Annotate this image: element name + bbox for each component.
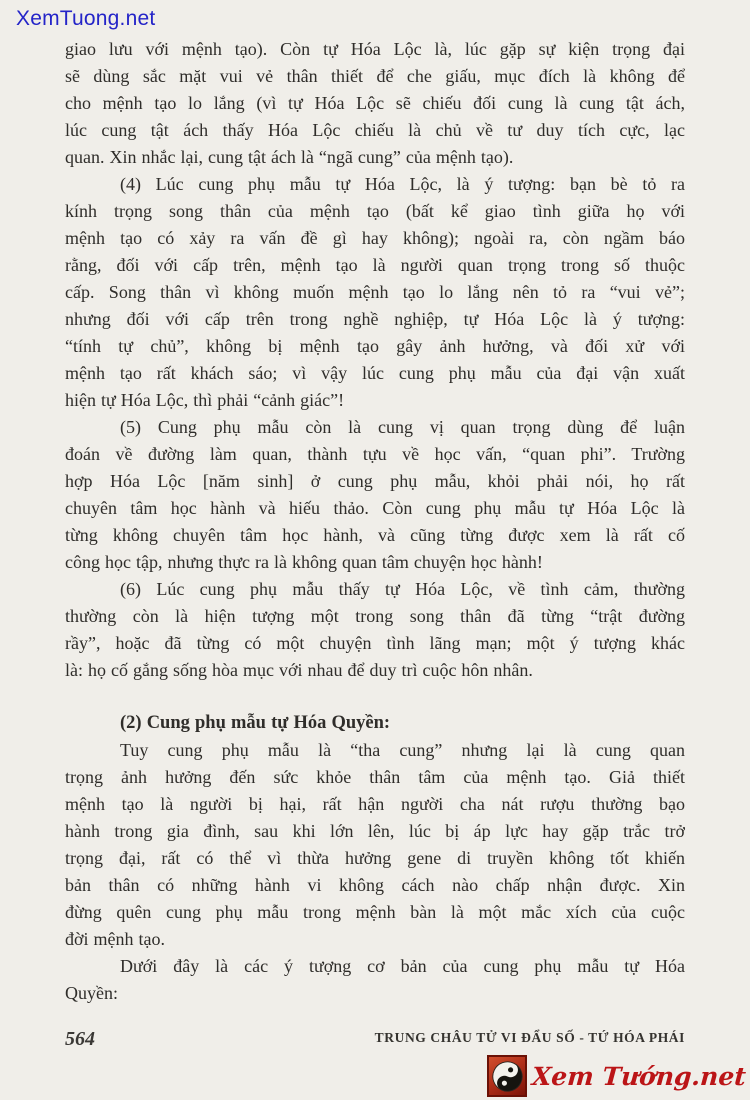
text-line: chuyên tâm học hành và hiếu thảo. Còn cung phụ mẫu tự Hóa Lộc là	[65, 498, 685, 518]
body-paragraph	[65, 171, 685, 414]
page-text	[65, 36, 685, 1007]
text-line: rầy”, hoặc đã từng có một chuyện tình lãng mạn; một ý tượng khác	[65, 633, 685, 653]
text-line: hiện tự Hóa Lộc, thì phải “cảnh giác”!	[65, 390, 345, 410]
text-line: hành trong gia đình, sau khi lớn lên, lúc bị áp lực hay gặp trắc trở	[65, 821, 685, 841]
text-line: cấp. Song thân vì không muốn mệnh tạo lo lắng nên tỏ ra “vui vẻ”;	[65, 282, 685, 302]
body-paragraph	[65, 576, 685, 684]
text-line: mệnh tạo rất khách sáo; vì vậy lúc cung phụ mẫu của đại vận xuất	[65, 363, 685, 383]
text-line: đừng quên cung phụ mẫu trong mệnh bàn là một mắc xích của cuộc	[65, 902, 685, 922]
text-line: (6) Lúc cung phụ mẫu thấy tự Hóa Lộc, về tình cảm, thường	[120, 579, 685, 599]
section-heading	[65, 710, 685, 737]
text-line: bản thân có những hành vi không cách nào chấp nhận được. Xin	[65, 875, 685, 895]
text-line: công học tập, nhưng thực ra là không quan tâm chuyện học hành!	[65, 552, 543, 572]
text-line: nhưng đối với cấp trên trong nghề nghiệp, tự Hóa Lộc là ý tượng:	[65, 309, 685, 329]
body-paragraph	[65, 953, 685, 1007]
text-line: “tính tự chủ”, không bị mệnh tạo gây ảnh hưởng, và đối xử với	[65, 336, 685, 356]
text-line: hợp Hóa Lộc [năm sinh] ở cung phụ mẫu, khỏi phải nói, họ rất	[65, 471, 685, 491]
body-paragraph	[65, 36, 685, 171]
text-line: Tuy cung phụ mẫu là “tha cung” nhưng lại là cung quan	[120, 740, 685, 760]
section-heading-line: (2) Cung phụ mẫu tự Hóa Quyền:	[120, 713, 391, 733]
text-line: mệnh tạo là người bị hại, rất hận người cha nát rượu thường bạo	[65, 794, 685, 814]
text-line: (5) Cung phụ mẫu còn là cung vị quan trọng dùng để luận	[120, 417, 685, 437]
text-line: sẽ dùng sắc mặt vui vẻ thân thiết để che giấu, mục đích là không để	[65, 66, 685, 86]
text-line: trọng đại, rất có thể vì thừa hưởng gene di truyền không tốt khiến	[65, 848, 685, 868]
xemtuong-logo	[487, 1055, 746, 1097]
text-line: kính trọng song thân của mệnh tạo (bất kể giao tình giữa họ với	[65, 201, 685, 221]
text-line: quan. Xin nhắc lại, cung tật ách là “ngã cung” của mệnh tạo).	[65, 147, 514, 167]
watermark-xemtuong: XemTuong.net	[16, 7, 156, 30]
text-line: từng không chuyên tâm học hành, và cũng từng được xem là rất cố	[65, 525, 685, 545]
text-line: rằng, đối với cấp trên, mệnh tạo là người quan trọng trong số thuộc	[65, 255, 685, 275]
text-line: trọng ảnh hưởng đến sức khỏe thân tâm của mệnh tạo. Giả thiết	[65, 767, 685, 787]
text-line: Quyền:	[65, 983, 118, 1003]
logo-script-text: Xem Tướng.net	[531, 1061, 748, 1091]
running-footer-title: TRUNG CHÂU TỬ VI ĐẨU SỐ - TỨ HÓA PHÁI	[374, 1030, 685, 1045]
text-line: là: họ cố gắng sống hòa mục với nhau để duy trì cuộc hôn nhân.	[65, 660, 533, 680]
page-footer	[65, 1028, 685, 1051]
text-line: cho mệnh tạo lo lắng (vì tự Hóa Lộc sẽ chiếu đối cung là cung tật ách,	[65, 93, 685, 113]
text-line: mệnh tạo có xảy ra vấn đề gì hay không); ngoài ra, còn ngầm báo	[65, 228, 685, 248]
text-line: đời mệnh tạo.	[65, 929, 165, 949]
text-line: Dưới đây là các ý tượng cơ bản của cung phụ mẫu tự Hóa	[120, 956, 685, 976]
text-line: thường còn là hiện tượng một trong song thân đã từng “trật đường	[65, 606, 685, 626]
text-line: đoán về đường làm quan, thành tựu về học vấn, “quan phi”. Trường	[65, 444, 685, 464]
body-paragraph	[65, 414, 685, 576]
text-line: lúc cung tật ách thấy Hóa Lộc chiếu là chủ về tư duy tích cực, lạc	[65, 120, 685, 140]
text-line: giao lưu với mệnh tạo). Còn tự Hóa Lộc là, lúc gặp sự kiện trọng đại	[65, 39, 685, 59]
body-paragraph	[65, 737, 685, 953]
yin-yang-icon	[487, 1055, 527, 1097]
text-line: (4) Lúc cung phụ mẫu tự Hóa Lộc, là ý tượng: bạn bè tỏ ra	[120, 174, 685, 194]
page-number: 564	[65, 1028, 95, 1050]
